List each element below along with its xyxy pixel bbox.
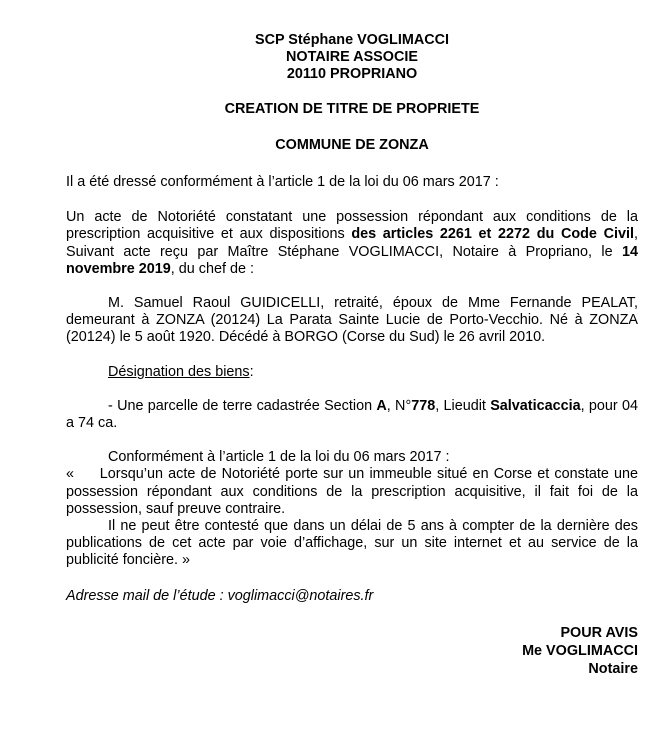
designation-heading xyxy=(66,364,638,381)
intro-paragraph: Il a été dressé conformément à l’article 1 de la loi du 06 mars 2017 : xyxy=(66,174,499,190)
commune-title: COMMUNE DE ZONZA xyxy=(275,137,429,153)
notary-title: NOTAIRE ASSOCIE xyxy=(286,49,418,65)
designation-colon: : xyxy=(249,363,254,380)
parcel-paragraph xyxy=(66,398,638,432)
notice-page xyxy=(66,32,642,678)
quote-paragraph-1: « Lorsqu’un acte de Notoriété porte sur un immeuble situé en Corse et constate une possession répondant aux conditions de la prescription acquisitive, il fait foi de la possession, sauf preuve contraire. xyxy=(66,466,642,517)
person-paragraph: M. Samuel Raoul GUIDICELLI, retraité, époux de Mme Fernande PEALAT, demeurant à ZONZA (20124) La Parata Sainte Lucie de Porto-Vecchio. Né à ZONZA (20124) le 5 août 1920. Décédé à BORGO (Corse du Sud) le 26 avril 2010. xyxy=(66,295,638,346)
acte-text-3: , du chef de : xyxy=(170,260,254,277)
parcel-lieudit: Salvaticaccia xyxy=(490,397,581,414)
acte-paragraph xyxy=(66,209,638,278)
signature-block xyxy=(66,624,638,678)
signature-name: Me VOGLIMACCI xyxy=(522,642,638,659)
notary-address: 20110 PROPRIANO xyxy=(286,66,418,82)
parcel-text-3: , Lieudit xyxy=(435,397,491,414)
quote-paragraph-2: Il ne peut être contesté que dans un délai de 5 ans à compter de la dernière des publications de cet acte par voie d’affichage, sur un site internet et au service de la publicité foncière. » xyxy=(66,518,638,569)
parcel-section: A xyxy=(376,397,387,414)
parcel-text-4: , pour 04 a 74 ca. xyxy=(66,397,638,432)
parcel-text-2: , N° xyxy=(386,397,412,414)
parcel-number: 778 xyxy=(411,397,436,414)
acte-date: 14 novembre 2019 xyxy=(66,243,638,277)
signature-role: Notaire xyxy=(588,660,638,677)
parcel-text-1: - Une parcelle de terre cadastrée Section xyxy=(108,397,377,414)
acte-text-2: , Suivant acte reçu par Maître Stéphane VOGLIMACCI, Notaire à Propriano, le xyxy=(66,226,638,260)
acte-text-1: Un acte de Notoriété constatant une possession répondant aux conditions de la prescription acquisitive et aux dispositions xyxy=(66,209,638,243)
notary-header xyxy=(66,32,638,83)
acte-articles: des articles 2261 et 2272 du Code Civil xyxy=(351,226,634,243)
notary-firm-name: SCP Stéphane VOGLIMACCI xyxy=(254,32,450,48)
document-title: CREATION DE TITRE DE PROPRIETE xyxy=(224,101,480,117)
office-email: Adresse mail de l’étude : voglimacci@notaires.fr xyxy=(66,587,374,604)
designation-heading-text: Désignation des biens xyxy=(108,363,250,380)
signature-pour-avis: POUR AVIS xyxy=(560,624,638,641)
conformement-paragraph: Conformément à l’article 1 de la loi du 06 mars 2017 : xyxy=(108,449,450,466)
